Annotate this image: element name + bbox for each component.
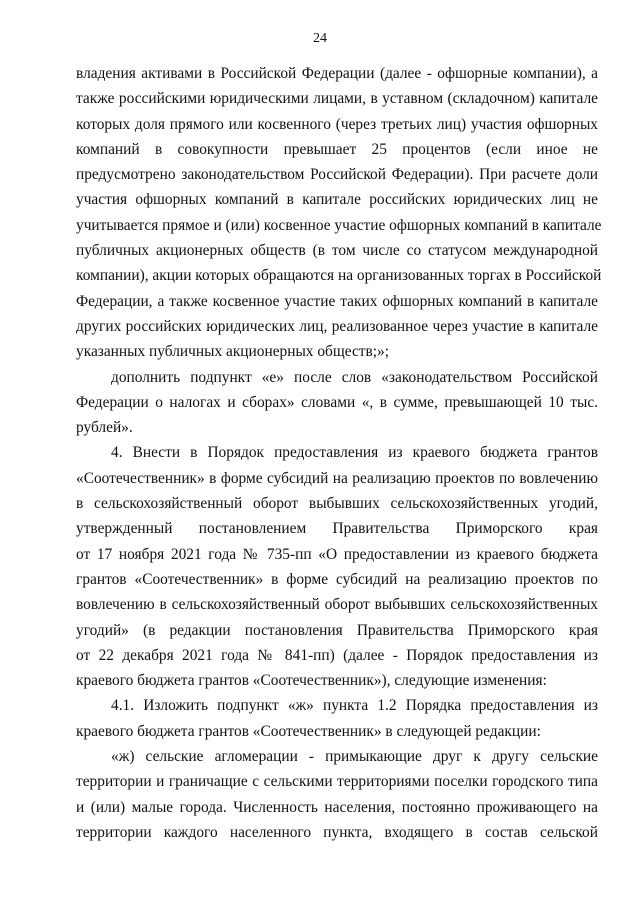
text-line: компаний в совокупности превышает 25 процентов (если иное не (76, 140, 598, 158)
paragraph-first-line: 4. Внести в Порядок предоставления из краевого бюджета грантов (111, 444, 598, 462)
text-line: территории каждого населенного пункта, входящего в состав сельской (76, 823, 598, 841)
text-line: компании), акции которых обращаются на организованных торгах в Российской (76, 267, 602, 285)
text-line: которых доля прямого или косвенного (через третьих лиц) участия офшорных (76, 115, 598, 133)
text-line: в сельскохозяйственный оборот выбывших сельскохозяйственных угодий, (76, 495, 598, 513)
text-line: «Соотечественник» в форме субсидий на реализацию проектов по вовлечению (76, 469, 598, 487)
text-line: учитывается прямое и (или) косвенное участие офшорных компаний в капитале (76, 216, 602, 234)
paragraph-first-line: 4.1. Изложить подпункт «ж» пункта 1.2 Порядка предоставления из (111, 697, 598, 715)
paragraph-first-line: «ж) сельские агломерации - примыкающие друг к другу сельские (111, 748, 598, 766)
text-line: предусмотрено законодательством Российской Федерации). При расчете доли (76, 166, 598, 184)
text-line: Федерации, а также косвенное участие таких офшорных компаний в капитале (76, 292, 598, 310)
text-line: указанных публичных акционерных обществ;»; (76, 343, 390, 361)
text-line: владения активами в Российской Федерации (далее - офшорные компании), а (76, 65, 598, 82)
page-number: 24 (313, 31, 327, 46)
text-line: публичных акционерных обществ (в том числе со статусом международной (76, 242, 598, 260)
text-line: территории и граничащие с сельскими территориями поселки городского типа (76, 773, 598, 791)
paragraph-first-line: дополнить подпункт «е» после слов «законодательством Российской (111, 368, 598, 386)
text-line: от 22 декабря 2021 года № 841-пп) (далее - Порядок предоставления из (76, 646, 598, 664)
text-line: вовлечению в сельскохозяйственный оборот выбывших сельскохозяйственных (76, 596, 598, 614)
text-line: угодий» (в редакции постановления Правительства Приморского края (76, 621, 598, 639)
text-line: рублей». (76, 419, 133, 437)
text-line: от 17 ноября 2021 года № 735-пп «О предоставлении из краевого бюджета (76, 545, 598, 563)
text-line: других российских юридических лиц, реализованное через участие в капитале (76, 317, 598, 335)
text-line: краевого бюджета грантов «Соотечественник»), следующие изменения: (76, 672, 547, 690)
document-body (76, 61, 602, 845)
text-line: участия офшорных компаний в капитале российских юридических лиц не (76, 191, 598, 209)
text-line: утвержденный постановлением Правительства Приморского края (76, 520, 598, 538)
text-line: также российскими юридическими лицами, в уставном (складочном) капитале (76, 90, 598, 108)
text-line: и (или) малые города. Численность населения, постоянно проживающего на (76, 798, 598, 816)
text-line: Федерации о налогах и сборах» словами «, в сумме, превышающей 10 тыс. (76, 393, 598, 411)
text-line: краевого бюджета грантов «Соотечественник» в следующей редакции: (76, 722, 541, 740)
text-line: грантов «Соотечественник» в форме субсидий на реализацию проектов по (76, 570, 598, 588)
